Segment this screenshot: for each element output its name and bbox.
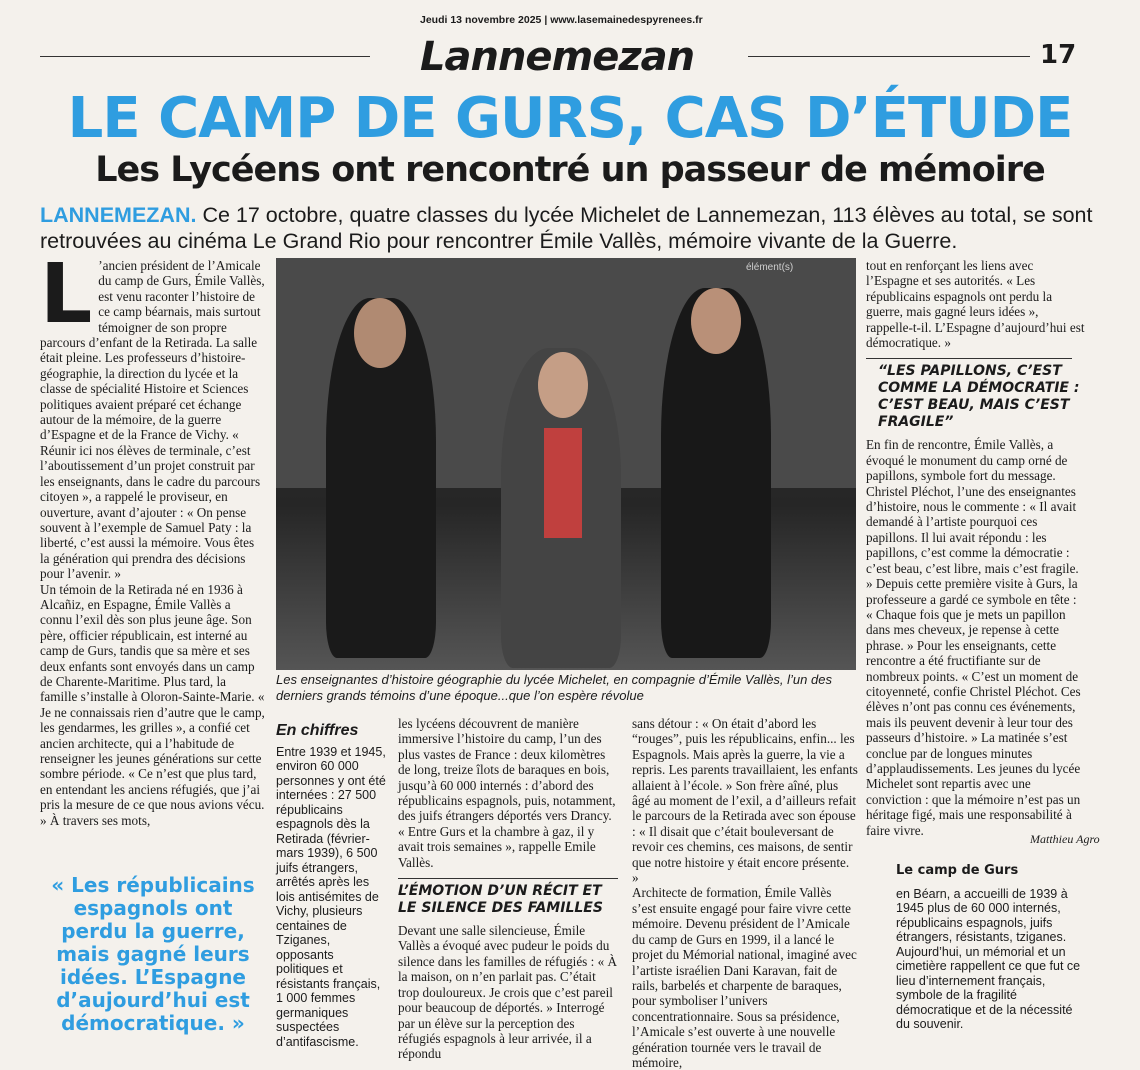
col4-paragraph-1: tout en renforçant les liens avec l’Espagne et ses autorités. « Les républicains espagnols ont perdu la guerre, mais gagné leurs idées », rappelle-t-il. L’Espagne d’aujourd’hui est démocratique. » bbox=[866, 258, 1085, 351]
photo-face-center bbox=[538, 352, 588, 418]
lede bbox=[40, 202, 1120, 254]
camp-de-gurs-box bbox=[896, 864, 1086, 1032]
header-rule-left bbox=[40, 56, 370, 57]
photo-caption: Les enseignantes d’histoire géographie du lycée Michelet, en compagnie d’Émile Vallès, l’un des derniers grands témoins d’une époque...que l’on espère révolue bbox=[276, 672, 832, 703]
headline: LE CAMP DE GURS, CAS D’ÉTUDE bbox=[67, 86, 1073, 151]
page-number: 17 bbox=[1040, 40, 1077, 70]
lede-place: LANNEMEZAN. bbox=[40, 203, 197, 227]
lede-text: Ce 17 octobre, quatre classes du lycée Michelet de Lannemezan, 113 élèves au total, se sont retrouvées au cinéma Le Grand Rio pour rencontrer Émile Vallès, mémoire vivante de la Guerre. bbox=[40, 203, 1093, 253]
col3-paragraph-2: Architecte de formation, Émile Vallès s’est ensuite engagé pour faire vivre cette mémoire. Devenu président de l’Amicale du camp de Gurs en 1999, il a lancé le projet du Mémorial national, imaginé avec l’artiste israélien Dani Karavan, fait de rails, barbelés et charpente de baraques, pour symboliser l’univers concentrationnaire. Sous sa présidence, l’Amicale s’est ouverte à une nouvelle génération tournée vers le travail de mémoire, bbox=[632, 885, 857, 1070]
header-date: Jeudi 13 novembre 2025 bbox=[420, 14, 542, 26]
column-3 bbox=[632, 716, 858, 1070]
col3-paragraph-1: sans détour : « On était d’abord les “rouges”, puis les républicains, enfin... les Espagnols. Mais après la guerre, la vie a repris. Les parents travaillaient, les enfants allaient à l’école. » Son frère aîné, plus âgé au moment de l’exil, a d’ailleurs refait le parcours de la Retirada avec son épouse : « Il disait que c’était bouleversant de revoir ces chemins, ces maisons, de sentir que notre histoire y était encore présente. » bbox=[632, 716, 858, 886]
camp-box-title: Le camp de Gurs bbox=[896, 863, 1019, 878]
dropcap: L bbox=[40, 247, 93, 342]
column-4 bbox=[866, 258, 1086, 838]
col1-paragraph-2: Un témoin de la Retirada né en 1936 à Alcañiz, en Espagne, Émile Vallès a connu l’exil dès son plus jeune âge. Son père, officier républicain, est interné au camp de Gurs, tandis que sa mère et ses deux enfants sont envoyés dans un camp de Charente-Maritime. Plus tard, la famille s’installe à Oloron-Sainte-Marie. « Je ne connaissais rien d’autre que le camp, les gendarmes, les grilles », a confié cet ancien architecte, qui a l’habitude de renseigner les jeunes générations sur cette sombre période. « Ce n’est que plus tard, en entendant les anciens réfugiés, que j’ai pris la mesure de ce que nous avions vécu. » À travers ses mots, bbox=[40, 581, 265, 828]
photo-face-left bbox=[354, 298, 406, 368]
section-title: Lannemezan bbox=[420, 34, 695, 80]
article-photo bbox=[276, 258, 856, 670]
subheadline: Les Lycéens ont rencontré un passeur de mémoire bbox=[95, 150, 1045, 190]
col4-heading: “LES PAPILLONS, C’EST COMME LA DÉMOCRATIE : C’EST BEAU, MAIS C’EST FRAGILE” bbox=[878, 363, 1080, 431]
header-rule-right bbox=[748, 56, 1030, 57]
header-site: www.lasemainedespyrenees.fr bbox=[550, 14, 703, 26]
column-1 bbox=[40, 247, 266, 828]
en-chiffres-box bbox=[276, 724, 388, 1049]
signature: Matthieu Agro bbox=[1030, 832, 1100, 846]
col2-rule bbox=[398, 878, 618, 879]
column-2 bbox=[398, 716, 618, 1062]
col4-rule bbox=[866, 358, 1072, 359]
col2-paragraph-2: Devant une salle silencieuse, Émile Vallès a évoqué avec pudeur le poids du silence dans les familles de réfugiés : « À la maison, on n’en parlait pas. C’était trop douloureux. Je crois que c’est pareil pour beaucoup de déportés. » Interrogé par un élève sur la perception des réfugiés espagnols à leur arrivée, il a répondu bbox=[398, 923, 617, 1062]
col2-paragraph-1: les lycéens découvrent de manière immersive l’histoire du camp, l’un des plus vastes de France : deux kilomètres de long, treize îlots de baraques en bois, jusqu’à 60 000 internés : d’abord des républicains espagnols, puis, notamment, des juifs étrangers déportés vers Drancy. « Entre Gurs et la chambre à gaz, il y avait trois semaines », rappelle Emile Vallès. bbox=[398, 716, 616, 870]
col4-paragraph-2: En fin de rencontre, Émile Vallès, a évoqué le monument du camp orné de papillons, symbole fort du message. Christel Pléchot, l’une des enseignantes d’histoire, nous le commente : « Il avait demandé à l’artiste pourquoi ces papillons. Il lui avait répondu : les papillons, c’est comme la démocratie : c’est beau, c’est libre, mais c’est fragile. » Depuis cette première visite à Gurs, la professeure a gardé ce symbole en tête : « Chaque fois que je mets un papillon dans mes cheveux, je repense à cette phrase. » Pour les enseignants, cette rencontre a été fructifiante sur de nombreux points. « C’est un moment de citoyenneté, confie Christel Pléchot. Ces élèves n’ont pas connu ces événements, mais ils peuvent devenir à leur tour des passeurs d’histoire. » La matinée s’est conclue par de longues minutes d’applaudissements. Les jeunes du lycée Michelet sont repartis avec une conviction : que la mémoire n’est pas un héritage figé, mais une responsabilité à faire vivre. bbox=[866, 437, 1081, 838]
photo-screen-text: élément(s) bbox=[746, 262, 794, 273]
en-chiffres-text: Entre 1939 et 1945, environ 60 000 personnes y ont été internées : 27 500 républicains espagnols dès la Retirada (février-mars 1939), 6 500 juifs étrangers, arrêtés après les lois antisémites de Vichy, plusieurs centaines de Tziganes, opposants politiques et résistants français, 1 000 femmes germaniques suspectées d’antifascisme. bbox=[276, 744, 386, 1049]
col1-paragraph-1: ’ancien président de l’Amicale du camp de Gurs, Émile Vallès, est venu raconter l’histoire de ce camp béarnais, mais surtout témoigner de son propre parcours d’enfant de la Retirada. La salle était pleine. Les professeurs d’histoire-géographie, la direction du lycée et la classe de spécialité Histoire et Sciences politiques avaient préparé cet échange autour de la mémoire, de la guerre d’Espagne et de la France de Vichy. « Réunir ici nos élèves de terminale, c’est l’aboutissement d’un projet construit par les enseignants, dans le cadre du parcours citoyen », a rappelé le proviseur, en ouverture, avant d’ajouter : « On pense souvent à l’exemple de Samuel Paty : la liberté, c’est aussi la mémoire. Vous êtes la génération qui prendra des décisions pour l’avenir. » bbox=[40, 258, 265, 582]
camp-box-text: en Béarn, a accueilli de 1939 à 1945 plus de 60 000 internés, républicains espagnols, juifs étrangers, résistants, tziganes. Aujourd’hui, un mémorial et un cimetière rappellent ce que fut ce lieu d’internement français, symbole de la fragilité démocratique et de la nécessité du souvenir. bbox=[896, 886, 1081, 1031]
photo-red-shirt bbox=[544, 428, 582, 538]
pull-quote: « Les républicains espagnols ont perdu la guerre, mais gagné leurs idées. L’Espagne d’aujourd’hui est démocratique. » bbox=[51, 873, 255, 1035]
photo-face-right bbox=[691, 288, 741, 354]
header-date-line: Jeudi 13 novembre 2025 | www.lasemainedespyrenees.fr bbox=[420, 14, 703, 26]
col2-heading: L’ÉMOTION D’UN RÉCIT ET LE SILENCE DES FAMILLES bbox=[398, 883, 603, 917]
en-chiffres-title: En chiffres bbox=[276, 722, 359, 739]
